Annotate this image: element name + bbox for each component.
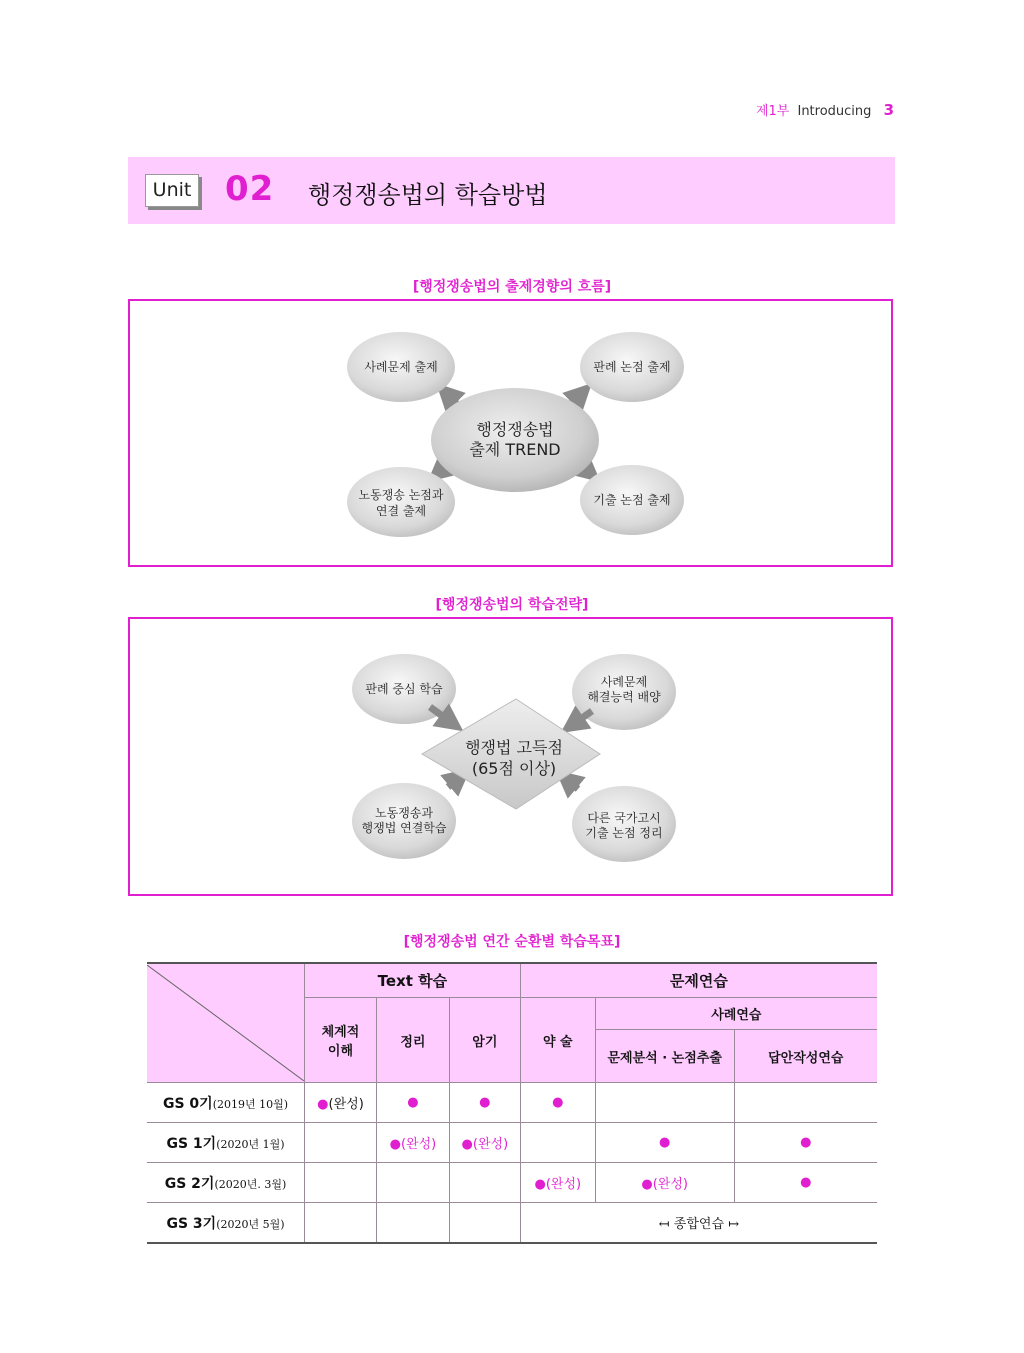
- strategy-center-label-1: 행쟁법 고득점: [465, 738, 563, 757]
- center-label-2: 출제 TREND: [469, 440, 561, 459]
- unit-badge: Unit: [145, 174, 199, 207]
- table-corner-cell: [147, 963, 305, 1083]
- row-label-text: GS 2기: [164, 1175, 215, 1192]
- row-label-text: GS 1기: [166, 1135, 217, 1152]
- center-label-1: 행정쟁송법: [476, 420, 554, 439]
- strategy-top-right-label-2: 해결능력 배양: [587, 690, 661, 704]
- strategy-arrow-bottom-left: [448, 777, 460, 787]
- row-label: [147, 1163, 305, 1203]
- table-row: [147, 1163, 877, 1203]
- header-analysis: 문제분석 · 논점추출: [595, 1030, 734, 1083]
- diagram2-box: [128, 617, 893, 896]
- strategy-top-left-label: 판례 중심 학습: [365, 682, 443, 696]
- cell: ●: [520, 1083, 595, 1123]
- unit-banner: [128, 157, 895, 224]
- cell: [376, 1203, 449, 1244]
- row-label-date: (2019년 10월): [212, 1097, 289, 1111]
- header-systematic-line2: 이해: [327, 1044, 354, 1059]
- row-label-text: GS 0기: [162, 1095, 213, 1112]
- diagram1-caption: [행정쟁송법의 출제경향의 흐름]: [412, 279, 612, 295]
- cell: ●(완성): [305, 1083, 377, 1123]
- strategy-bottom-right-label-1: 다른 국가고시: [587, 811, 661, 825]
- diagram1-box: [128, 299, 893, 567]
- cell: ●: [449, 1083, 520, 1123]
- table-row: [147, 1123, 877, 1163]
- strategy-center-label-2: (65점 이상): [471, 759, 557, 778]
- header-memorize: 암기: [449, 998, 520, 1083]
- part-label: 제1부: [755, 104, 790, 119]
- strategy-diagram: [130, 619, 891, 894]
- node-bottom-left: [347, 467, 455, 537]
- header-text-study: Text 학습: [305, 963, 521, 998]
- header-case-practice: 사례연습: [595, 998, 877, 1030]
- header-systematic-line1: 체계적: [321, 1025, 360, 1040]
- corner-diagonal: [147, 965, 304, 1081]
- cell: ●: [376, 1083, 449, 1123]
- cell: [449, 1163, 520, 1203]
- header-answer-writing: 답안작성연습: [734, 1030, 877, 1083]
- cell: ●(완성): [376, 1123, 449, 1163]
- header-short-answer: 약 술: [520, 998, 595, 1083]
- combined-practice-cell: ↤ 종합연습 ↦: [520, 1203, 877, 1244]
- row-label: [147, 1123, 305, 1163]
- strategy-arrow-bottom-right: [566, 779, 578, 789]
- strategy-bottom-right-label-2: 기출 논점 정리: [585, 826, 663, 840]
- cell: [376, 1163, 449, 1203]
- row-label-text: GS 3기: [166, 1215, 217, 1232]
- row-label-date: (2020년. 3월): [214, 1177, 287, 1191]
- cell: ●(완성): [520, 1163, 595, 1203]
- unit-number: 02: [225, 169, 275, 209]
- cell: [305, 1163, 377, 1203]
- part-title: Introducing: [797, 104, 872, 119]
- cell: [305, 1123, 377, 1163]
- cell: [520, 1123, 595, 1163]
- diagram2-caption: [행정쟁송법의 학습전략]: [435, 597, 589, 613]
- cell: ●: [595, 1123, 734, 1163]
- row-label: [147, 1203, 305, 1244]
- cell: ●(완성): [595, 1163, 734, 1203]
- row-label-date: (2020년 1월): [216, 1137, 285, 1151]
- node-bottom-left-label-2: 연결 출제: [375, 504, 427, 518]
- cell: [305, 1203, 377, 1244]
- cell: ●(완성): [449, 1123, 520, 1163]
- page-header: [756, 100, 894, 119]
- header-problem-practice: 문제연습: [520, 963, 877, 998]
- cell: [595, 1083, 734, 1123]
- cell: [449, 1203, 520, 1244]
- header-summary: 정리: [376, 998, 449, 1083]
- header-systematic: [305, 998, 377, 1083]
- study-goals-table: [147, 962, 877, 1244]
- node-top-right-label: 판례 논점 출제: [593, 360, 671, 374]
- cell: ●: [734, 1163, 877, 1203]
- cell: ●: [734, 1123, 877, 1163]
- trend-diagram: [130, 301, 891, 565]
- node-bottom-right-label: 기출 논점 출제: [593, 493, 671, 507]
- table-row: [147, 1083, 877, 1123]
- cell: [734, 1083, 877, 1123]
- row-label: [147, 1083, 305, 1123]
- page-number: 3: [883, 101, 894, 119]
- strategy-bottom-left-label-2: 행쟁법 연결학습: [361, 821, 447, 835]
- strategy-top-right-label-1: 사례문제: [600, 675, 648, 689]
- node-bottom-left-label-1: 노동쟁송 논점과: [358, 488, 444, 502]
- unit-title: 행정쟁송법의 학습방법: [308, 181, 548, 209]
- node-top-left-label: 사례문제 출제: [364, 360, 438, 374]
- row-label-date: (2020년 5월): [216, 1217, 285, 1231]
- table-row: [147, 1203, 877, 1244]
- strategy-bottom-left-label-1: 노동쟁송과: [375, 806, 433, 820]
- table-caption: [행정쟁송법 연간 순환별 학습목표]: [403, 934, 621, 950]
